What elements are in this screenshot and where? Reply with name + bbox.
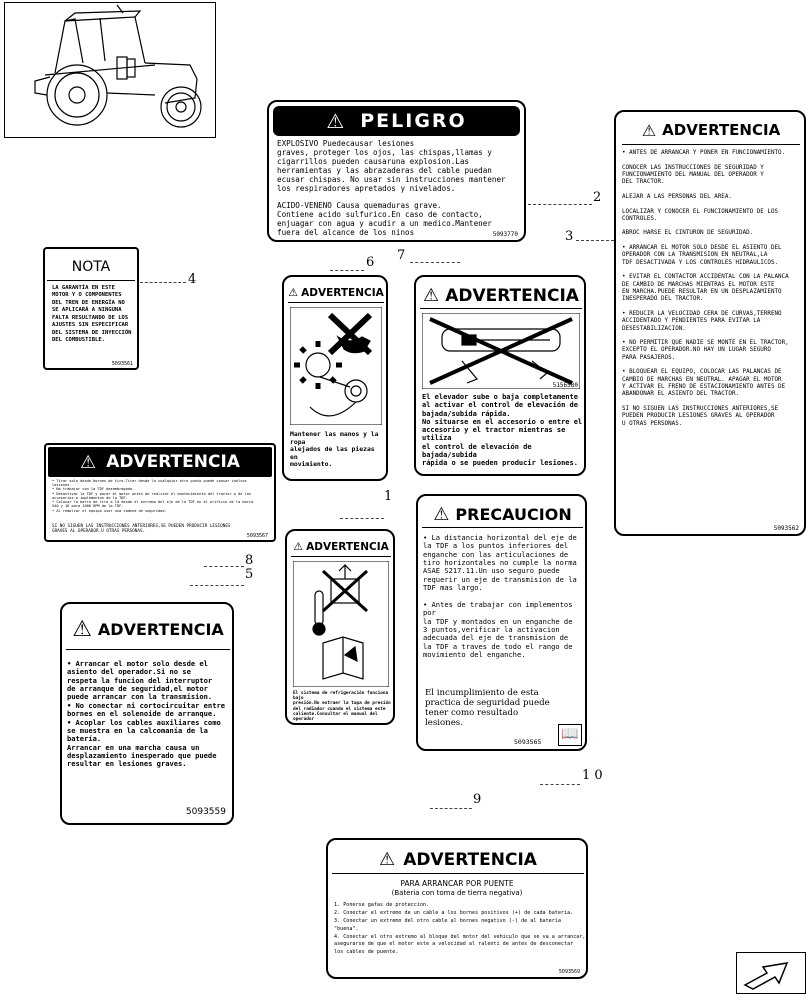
- leader-7: [410, 262, 460, 263]
- leader-2: [528, 204, 592, 205]
- advertencia-5-code: 5093559: [185, 807, 226, 817]
- divider: [47, 280, 135, 281]
- advertencia-5-text: • Arrancar el motor solo desde el asiento del operador.Si no se respeta la funcion del interruptor de arranque de seguridad,el motor puede arrancar con la transmision. • No conectar ni cortocircuitar entre bornes en el solenoide de arranque. • Acoplar los cables auxiliares como se muestra en la calcomanía de la batería. Arrancar en una marcha causa un desplazamiento inesperado que puede resultar en lesiones graves.: [67, 659, 226, 769]
- advertencia-6-title: ADVERTENCIA: [301, 286, 384, 299]
- leader-6: [330, 270, 364, 271]
- warning-triangle-icon: ⚠: [423, 285, 440, 306]
- callout-7: 7: [397, 248, 406, 263]
- callout-2: 2: [593, 190, 602, 205]
- warning-triangle-icon: ⚠: [326, 109, 347, 133]
- nota-title: NOTA: [71, 259, 111, 275]
- advertencia-9-code: 5093569: [558, 969, 580, 975]
- peligro-title: PELIGRO: [360, 110, 467, 132]
- advertencia-9-subtitle-2: (Bateria con toma de tierra negativa): [391, 889, 523, 897]
- peligro-header: [273, 106, 520, 136]
- hitch-lift-pictogram: [422, 313, 580, 389]
- leader-8: [204, 566, 244, 567]
- warning-triangle-icon: ⚠: [72, 617, 92, 642]
- advertencia-9-title: ADVERTENCIA: [403, 849, 537, 870]
- next-page-arrow-icon[interactable]: [736, 952, 806, 994]
- advertencia-right-title: ADVERTENCIA: [662, 121, 781, 139]
- precaucion-title: PRECAUCION: [455, 505, 572, 524]
- advertencia-1-header: [291, 537, 391, 557]
- advertencia-right-decal: [614, 110, 806, 536]
- leader-3: [576, 240, 614, 241]
- advertencia-9-subtitle: PARA ARRANCAR POR PUENTE: [400, 879, 514, 888]
- advertencia-8-header: [48, 447, 272, 477]
- rotating-parts-pictogram: [290, 307, 382, 425]
- callout-4: 4: [188, 272, 197, 287]
- warning-triangle-icon: ⚠: [379, 849, 396, 870]
- advertencia-right-code: 5093562: [773, 525, 799, 532]
- leader-5: [190, 585, 244, 586]
- advertencia-6-text: Mantener las manos y la ropa alejados de las piezas en movimiento.: [290, 430, 379, 469]
- advertencia-9-text: 1. Ponerse gafas de proteccion. 2. Conectar el extremo de un cable a los bornes positivos (+) de cada bateria. 3. Conectar un extremo del otro cable al bornes negativo (-) de al bateria "buena". 4. Conectar el otro extremo al bloque del motor del vehiculo que se va a arrancar, asegurarse de que el motor este a velocidad al ralenti de antes de desconectar los cables de puente.: [334, 902, 586, 956]
- warning-triangle-icon: ⚠: [433, 504, 450, 525]
- callout-9: 9: [473, 792, 482, 807]
- advertencia-7-header: [420, 283, 582, 309]
- callout-8: 8: [245, 553, 254, 568]
- advertencia-right-header: [620, 118, 802, 142]
- nota-decal: [43, 247, 139, 370]
- precaucion-decal: [416, 494, 587, 751]
- advertencia-6-decal: [282, 275, 388, 481]
- peligro-text-acid: ACIDO-VENENO Causa quemaduras grave. Contiene acido sulfurico.En caso de contacto, enjuagar con agua y acudir a un medico.Mantener fuera del alcance de los ninos: [277, 201, 492, 237]
- advertencia-7-decal: [414, 275, 586, 476]
- callout-3: 3: [565, 229, 574, 244]
- warning-triangle-icon: ⚠: [288, 286, 299, 299]
- warning-triangle-icon: ⚠: [293, 540, 304, 553]
- advertencia-8-text: • Tirar solo desde bornes de tiro.Tirar desde lo cualquier otro punto puede causar vuelcos lesiones. • No trabajar con la TDF desembragada. • Desactivar la TDF y parar el motor antes de realizar el mantenimiento del tractor o de los accesorios o implementos de la TDF. • Colocar la barra de tiro a 14 desde el extremo del eje de la TDF en el orificio de la barra 540 y 16 para 1000 RPM de la TDF. • Al remolcar el equipo usar una cadena de seguridad.: [52, 479, 254, 513]
- advertencia-8-footer: SI NO SIGUEN LAS INSTRUCCIONES ANTERIORES,SE PUEDEN PRODUCIR LESIONES GRAVES AL OPERADOR U OTRAS PERSONAS.: [52, 524, 231, 535]
- radiator-pressure-pictogram: [293, 561, 389, 687]
- leader-10: [540, 784, 580, 785]
- advertencia-1-decal: [285, 529, 395, 725]
- leader-1: [340, 518, 384, 519]
- divider: [622, 144, 800, 145]
- nota-text: LA GARANTÍA EN ESTE MOTOR Y O COMPONENTES DEL TREN DE ENERGÍA NO SE APLICARÁ A NINGUNA FALTA RESULTANDO DE LOS AJUSTES SIN ESPECIFICAR DEL SISTEMA DE INYECCIÓN DEL COMBUSTIBLE.: [52, 285, 132, 343]
- precaucion-text: • La distancia horizontal del eje de la TDF a los puntos inferiores del enganche con las articulaciones de tiro horizontales no cumple la norma ASAE S217.11.Un uso seguro puede requerir un eje de transmision de la TDF mas largo. • Antes de trabajar con implementos por la TDF y montados en un enganche de 3 puntos,verificar la activacion adecuada del eje de transmision de la TDF a traves de todo el rango de movimiento del enganche.: [423, 533, 577, 660]
- callout-5: 5: [245, 567, 254, 582]
- peligro-text: EXPLOSIVO Puedecausar lesiones graves, proteger los ojos, las chispas,llamas y cigarrillos pueden causaruna explosion.Las herramientas y las abrazaderas del cable puedan ecusar chispas. No usar sin instrucciones mantener los respiradores apretados y nivelados.: [277, 139, 506, 193]
- callout-1: 1: [384, 489, 393, 504]
- advertencia-9-header: [332, 846, 584, 874]
- advertencia-1-text: El sistema de refrigeración funciona bajo presión.No extraer la tapa de presión del radiador cuando el sistema este caliente.Consultar el manual del operador: [293, 691, 391, 722]
- advertencia-7-code: 5156580: [552, 382, 578, 389]
- advertencia-7-title: ADVERTENCIA: [445, 285, 579, 306]
- advertencia-5-title: ADVERTENCIA: [97, 620, 224, 639]
- peligro-decal: [267, 100, 526, 242]
- precaucion-code: 5093565: [514, 738, 542, 746]
- advertencia-8-code: 5093567: [246, 533, 268, 539]
- manual-book-icon: 📖: [558, 724, 582, 746]
- precaucion-footer: El incumplimiento de esta practica de seguridad puede tener como resultado lesiones.: [425, 688, 550, 729]
- peligro-code: 5093770: [492, 231, 518, 238]
- arrow-icon: [737, 953, 804, 992]
- advertencia-8-decal: [44, 443, 276, 542]
- advertencia-right-text: • ANTES DE ARRANCAR Y PONER EN FUNCIONAMIENTO. CONOCER LAS INSTRUCCIONES DE SEGURIDAD Y FUNCIONAMIENTO DEL MANUAL DEL OPERADOR Y DEL TRACTOR. ALEJAR A LAS PERSONAS DEL AREA. LOCALIZAR Y CONOCER EL FUNCIONAMIENTO DE LOS CONTROLES. ABROC HARSE EL CINTURON DE SEGURIDAD. • ARRANCAR EL MOTOR SOLO DESDE EL ASIENTO DEL OPERADOR CON LA TRANSMISION EN NEUTRAL,LA TDF DESACTIVADA Y LOS CONTROLES HIDRAULICOS. • EVITAR EL CONTACTOR ACCIDENTAL CON LA PALANCA DE CAMBIO DE MARCHAS MIENTRAS EL MOTOR ESTE EN MARCHA.PUEDE RESULTAR EN UN DESPLAZAMIENTO INESPERADO DEL TRACTOR. • REDUCIR LA VELOCIDAD CERA DE CURVAS,TERRENO ACCIDENTADO Y PENDIENTES PARA EVITAR LA DESESTABILIZACION. • NO PERMITIR QUE NADIE SE MONTE EN EL TRACTOR, EXCEPTO EL OPERADOR.NO HAY UN LUGAR SEGURO PARA PASAJEROS. • BLOQUEAR EL EQUIPO, COLOCAR LAS PALANCAS DE CAMBIO DE MARCHAS EN NEUTRAL. APAGAR EL MOTOR Y ACTIVAR EL FRENO DE ESTACIONAMIENTO ANTES DE ABANDONAR EL ASIENTO DEL TRACTOR. SI NO SIGUEN LAS INSTRUCCIONES ANTERIORES,SE PUEDEN PRODUCIR LESIONES GRAVES AL OPERADOR U OTRAS PERSONAS.: [622, 150, 789, 427]
- callout-6: 6: [366, 255, 375, 270]
- advertencia-7-text: El elevador sube o baja completamente al activar el control de elevación de bajada/subida rápida. No situarse en el accesorio o entre el accesorio y el tractor mientras se utiliza el control de elevación de bajada/subida rápida o se pueden producir lesiones.: [422, 393, 583, 467]
- precaucion-header: [422, 502, 583, 528]
- leader-9: [430, 808, 472, 809]
- callout-10: 1 0: [582, 768, 603, 783]
- nota-code: 5093561: [111, 361, 133, 367]
- advertencia-5-header: [66, 610, 230, 650]
- tractor-drawing: [5, 3, 214, 136]
- warning-triangle-icon: ⚠: [80, 451, 97, 473]
- advertencia-8-title: ADVERTENCIA: [106, 452, 240, 472]
- advertencia-5-decal: [60, 602, 234, 825]
- warning-triangle-icon: ⚠: [641, 120, 657, 140]
- advertencia-1-title: ADVERTENCIA: [306, 540, 389, 553]
- leader-4: [140, 282, 186, 283]
- tractor-thumbnail: [4, 2, 216, 138]
- advertencia-9-decal: [326, 838, 588, 979]
- advertencia-6-header: [288, 283, 384, 303]
